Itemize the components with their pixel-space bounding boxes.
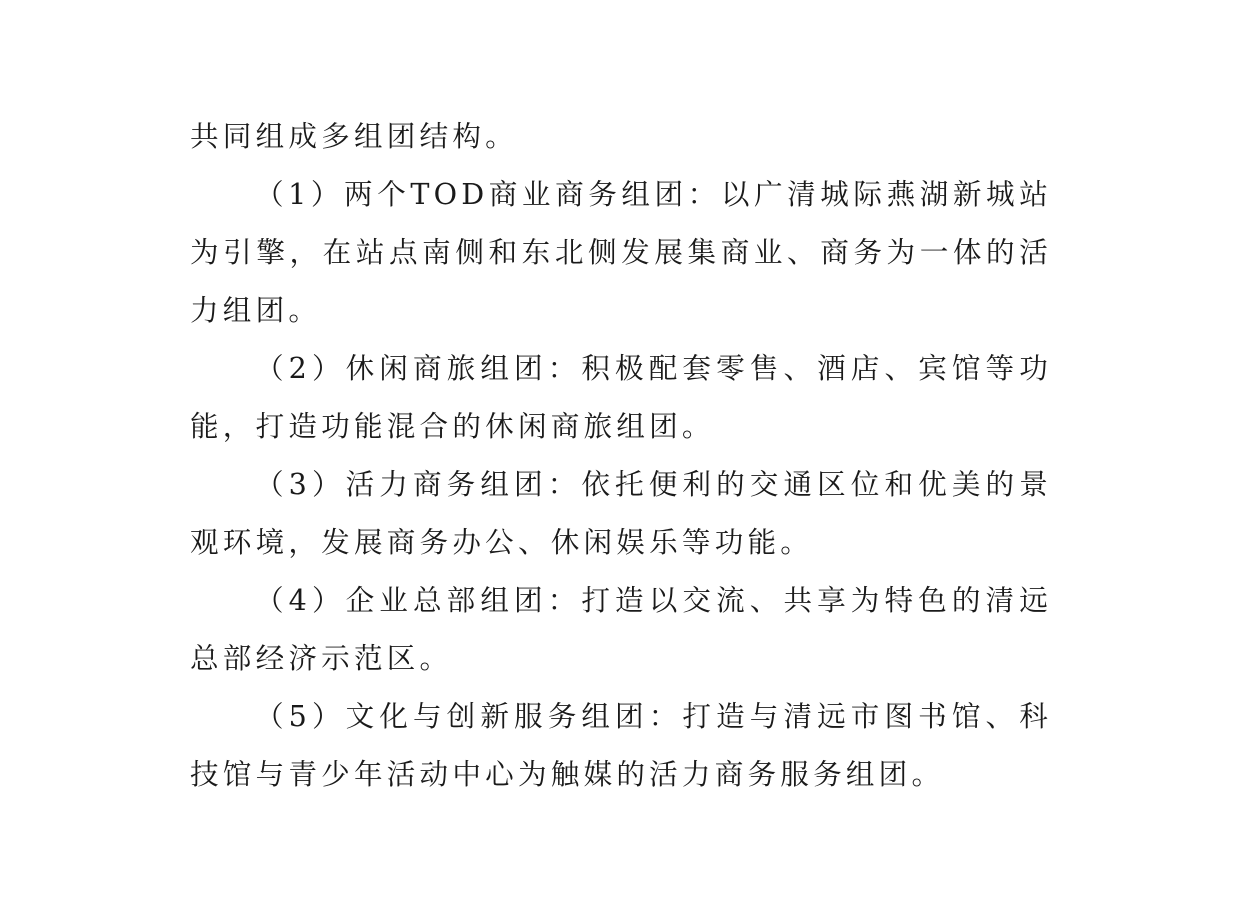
document-body xyxy=(190,107,1052,803)
paragraph-item-5: （5）文化与创新服务组团：打造与清远市图书馆、科技馆与青少年活动中心为触媒的活力商务服务组团。 xyxy=(190,699,1052,791)
paragraph-item-4: （4）企业总部组团：打造以交流、共享为特色的清远总部经济示范区。 xyxy=(190,583,1052,675)
paragraph-item-2: （2）休闲商旅组团：积极配套零售、酒店、宾馆等功能，打造功能混合的休闲商旅组团。 xyxy=(190,351,1052,443)
paragraph-continuation: 共同组成多组团结构。 xyxy=(190,119,518,153)
paragraph-item-3: （3）活力商务组团：依托便利的交通区位和优美的景观环境，发展商务办公、休闲娱乐等功能。 xyxy=(190,467,1052,559)
paragraph-item-1: （1）两个TOD商业商务组团：以广清城际燕湖新城站为引擎，在站点南侧和东北侧发展集商业、商务为一体的活力组团。 xyxy=(190,177,1052,327)
